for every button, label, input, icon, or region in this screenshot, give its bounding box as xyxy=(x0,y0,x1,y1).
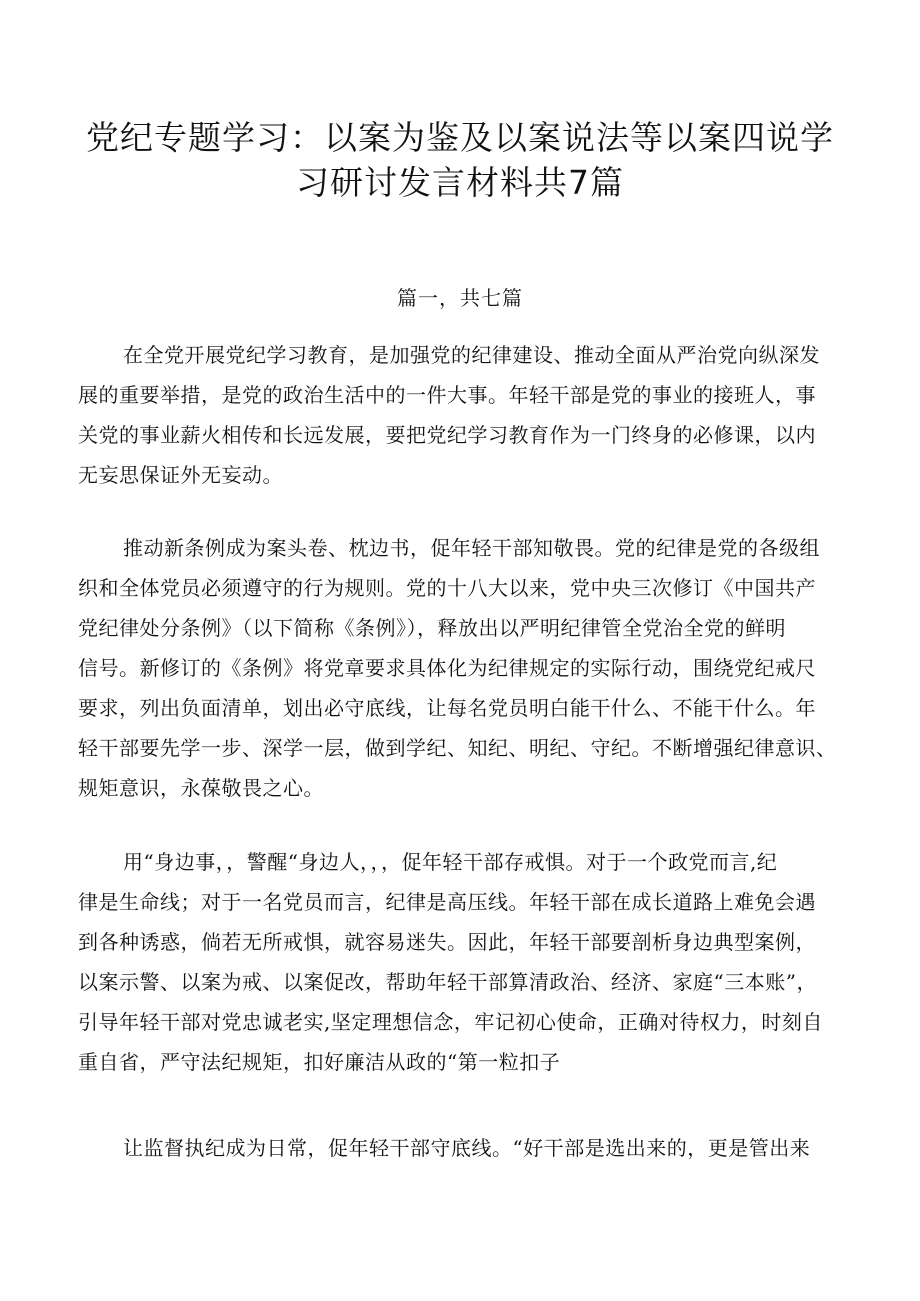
paragraph-line: 展的重要举措，是党的政治生活中的一件大事。年轻干部是党的事业的接班人，事 xyxy=(78,383,816,407)
paragraph-line: 让监督执纪成为日常，促年轻干部守底线。“好干部是选出来的，更是管出来 xyxy=(123,1136,811,1160)
paragraph-line: 推动新条例成为案头卷、枕边书，促年轻干部知敬畏。党的纪律是党的各级组 xyxy=(123,536,820,560)
paragraph-3 xyxy=(78,842,878,1082)
paragraph-line: 要求，列出负面清单，划出必守底线，让每名党员明白能干什么、不能干什么。年 xyxy=(78,696,816,720)
paragraph-line: 用“身边事，，警醒“身边人，，，促年轻干部存戒惧。对于一个政党而言,纪 xyxy=(123,850,778,874)
document-title-line-2: 习研讨发言材料共7篇 xyxy=(296,163,624,202)
paragraph-2 xyxy=(78,528,878,808)
paragraph-line: 轻干部要先学一步、深学一层，做到学纪、知纪、明纪、守纪。不断增强纪律意识、 xyxy=(78,736,837,760)
paragraph-line: 规矩意识，永葆敬畏之心。 xyxy=(78,776,324,800)
paragraph-1 xyxy=(78,335,878,495)
paragraph-line: 信号。新修订的《条例》将党章要求具体化为纪律规定的实际行动，围绕党纪戒尺 xyxy=(78,656,816,680)
paragraph-line: 关党的事业薪火相传和长远发展，要把党纪学习教育作为一门终身的必修课，以内 xyxy=(78,423,816,447)
paragraph-line: 织和全体党员必须遵守的行为规则。党的十八大以来，党中央三次修订《中国共产 xyxy=(78,576,816,600)
paragraph-line: 到各种诱惑，倘若无所戒惧，就容易迷失。因此，年轻干部要剖析身边典型案例， xyxy=(78,930,816,954)
paragraph-line: 律是生命线；对于一名党员而言，纪律是高压线。年轻干部在成长道路上难免会遇 xyxy=(78,890,816,914)
paragraph-line: 重自省，严守法纪规矩，扣好廉洁从政的“第一粒扣子 xyxy=(78,1050,561,1074)
document-title-line-1: 党纪专题学习：以案为鉴及以案说法等以案四说学 xyxy=(86,118,834,157)
paragraph-4 xyxy=(78,1128,878,1168)
paragraph-line: 引导年轻干部对党忠诚老实,坚定理想信念，牢记初心使命，正确对待权力，时刻自 xyxy=(78,1010,823,1034)
paragraph-line: 以案示警、以案为戒、以案促改，帮助年轻干部算清政治、经济、家庭“三本账”， xyxy=(78,970,817,994)
paragraph-line: 无妄思保证外无妄动。 xyxy=(78,463,283,487)
paragraph-line: 在全党开展党纪学习教育，是加强党的纪律建设、推动全面从严治党向纵深发 xyxy=(123,343,820,367)
section-heading: 篇一，共七篇 xyxy=(397,286,523,310)
paragraph-line: 党纪律处分条例》（以下简称《条例》），释放出以严明纪律管全党治全党的鲜明 xyxy=(78,616,786,640)
